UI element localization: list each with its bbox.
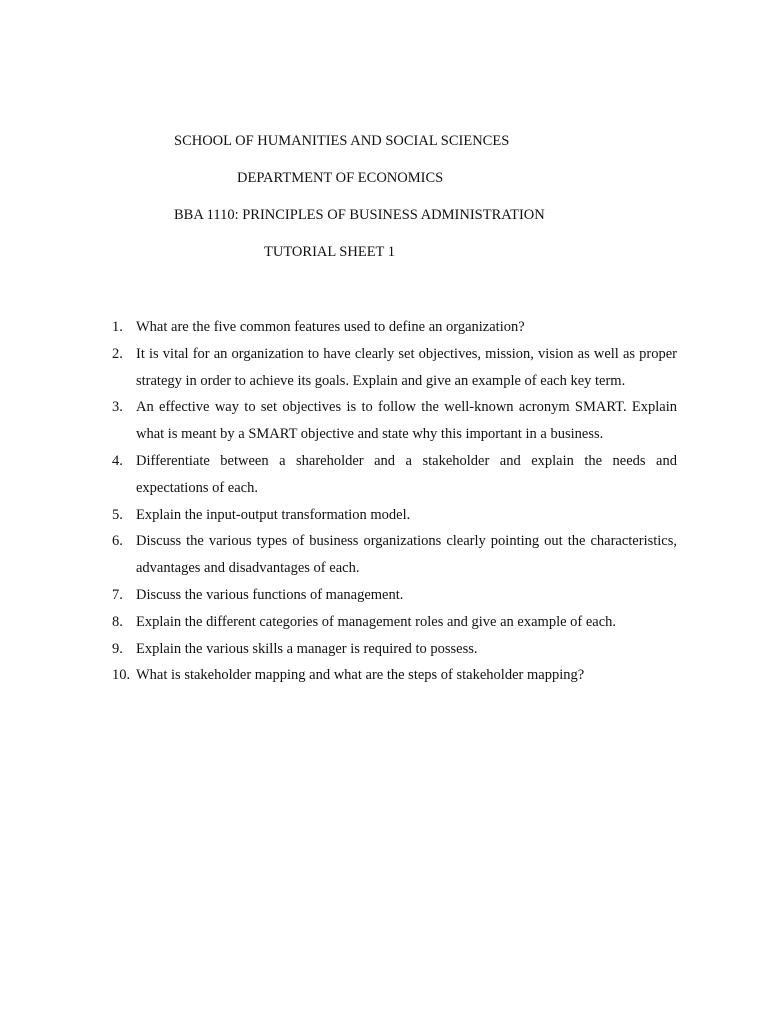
question-number: 3. bbox=[112, 399, 123, 416]
question-item bbox=[112, 314, 677, 341]
question-number: 7. bbox=[112, 586, 123, 603]
school-heading: SCHOOL OF HUMANITIES AND SOCIAL SCIENCES bbox=[174, 133, 510, 149]
question-item bbox=[112, 662, 677, 689]
question-item bbox=[112, 502, 677, 529]
question-list bbox=[112, 314, 677, 689]
course-heading: BBA 1110: PRINCIPLES OF BUSINESS ADMINISTRATION bbox=[174, 207, 545, 223]
question-text: An effective way to set objectives is to follow the well-known acronym SMART. Explain what is meant by a SMART objective and state why this important in a business. bbox=[136, 399, 677, 443]
question-item bbox=[112, 394, 677, 448]
question-text: What is stakeholder mapping and what are the steps of stakeholder mapping? bbox=[136, 667, 585, 684]
question-text: Discuss the various functions of management. bbox=[136, 586, 404, 603]
question-item bbox=[112, 609, 677, 636]
question-number: 2. bbox=[112, 345, 123, 362]
question-number: 4. bbox=[112, 452, 123, 469]
question-text: Differentiate between a shareholder and a stakeholder and explain the needs and expectations of each. bbox=[136, 452, 677, 496]
department-heading: DEPARTMENT OF ECONOMICS bbox=[237, 170, 444, 186]
question-item bbox=[112, 341, 677, 395]
question-text: Explain the different categories of management roles and give an example of each. bbox=[136, 613, 617, 630]
question-number: 1. bbox=[112, 319, 123, 335]
tutorial-sheet-heading: TUTORIAL SHEET 1 bbox=[264, 244, 396, 260]
question-item bbox=[112, 528, 677, 582]
question-text: Discuss the various types of business organizations clearly pointing out the characteristics, advantages and disadvantages of each. bbox=[136, 533, 677, 577]
question-text: Explain the input-output transformation model. bbox=[136, 506, 411, 523]
question-item bbox=[112, 636, 677, 663]
question-item bbox=[112, 582, 677, 609]
question-item bbox=[112, 448, 677, 502]
question-text: It is vital for an organization to have clearly set objectives, mission, vision as well as proper strategy in order to achieve its goals. Explain and give an example of each key term. bbox=[136, 345, 677, 389]
question-number: 8. bbox=[112, 613, 123, 630]
question-number: 5. bbox=[112, 506, 123, 523]
question-text: What are the five common features used to define an organization? bbox=[136, 319, 525, 335]
question-text: Explain the various skills a manager is required to possess. bbox=[136, 640, 478, 657]
question-number: 10. bbox=[112, 667, 131, 684]
question-number: 6. bbox=[112, 533, 123, 550]
question-number: 9. bbox=[112, 640, 123, 657]
